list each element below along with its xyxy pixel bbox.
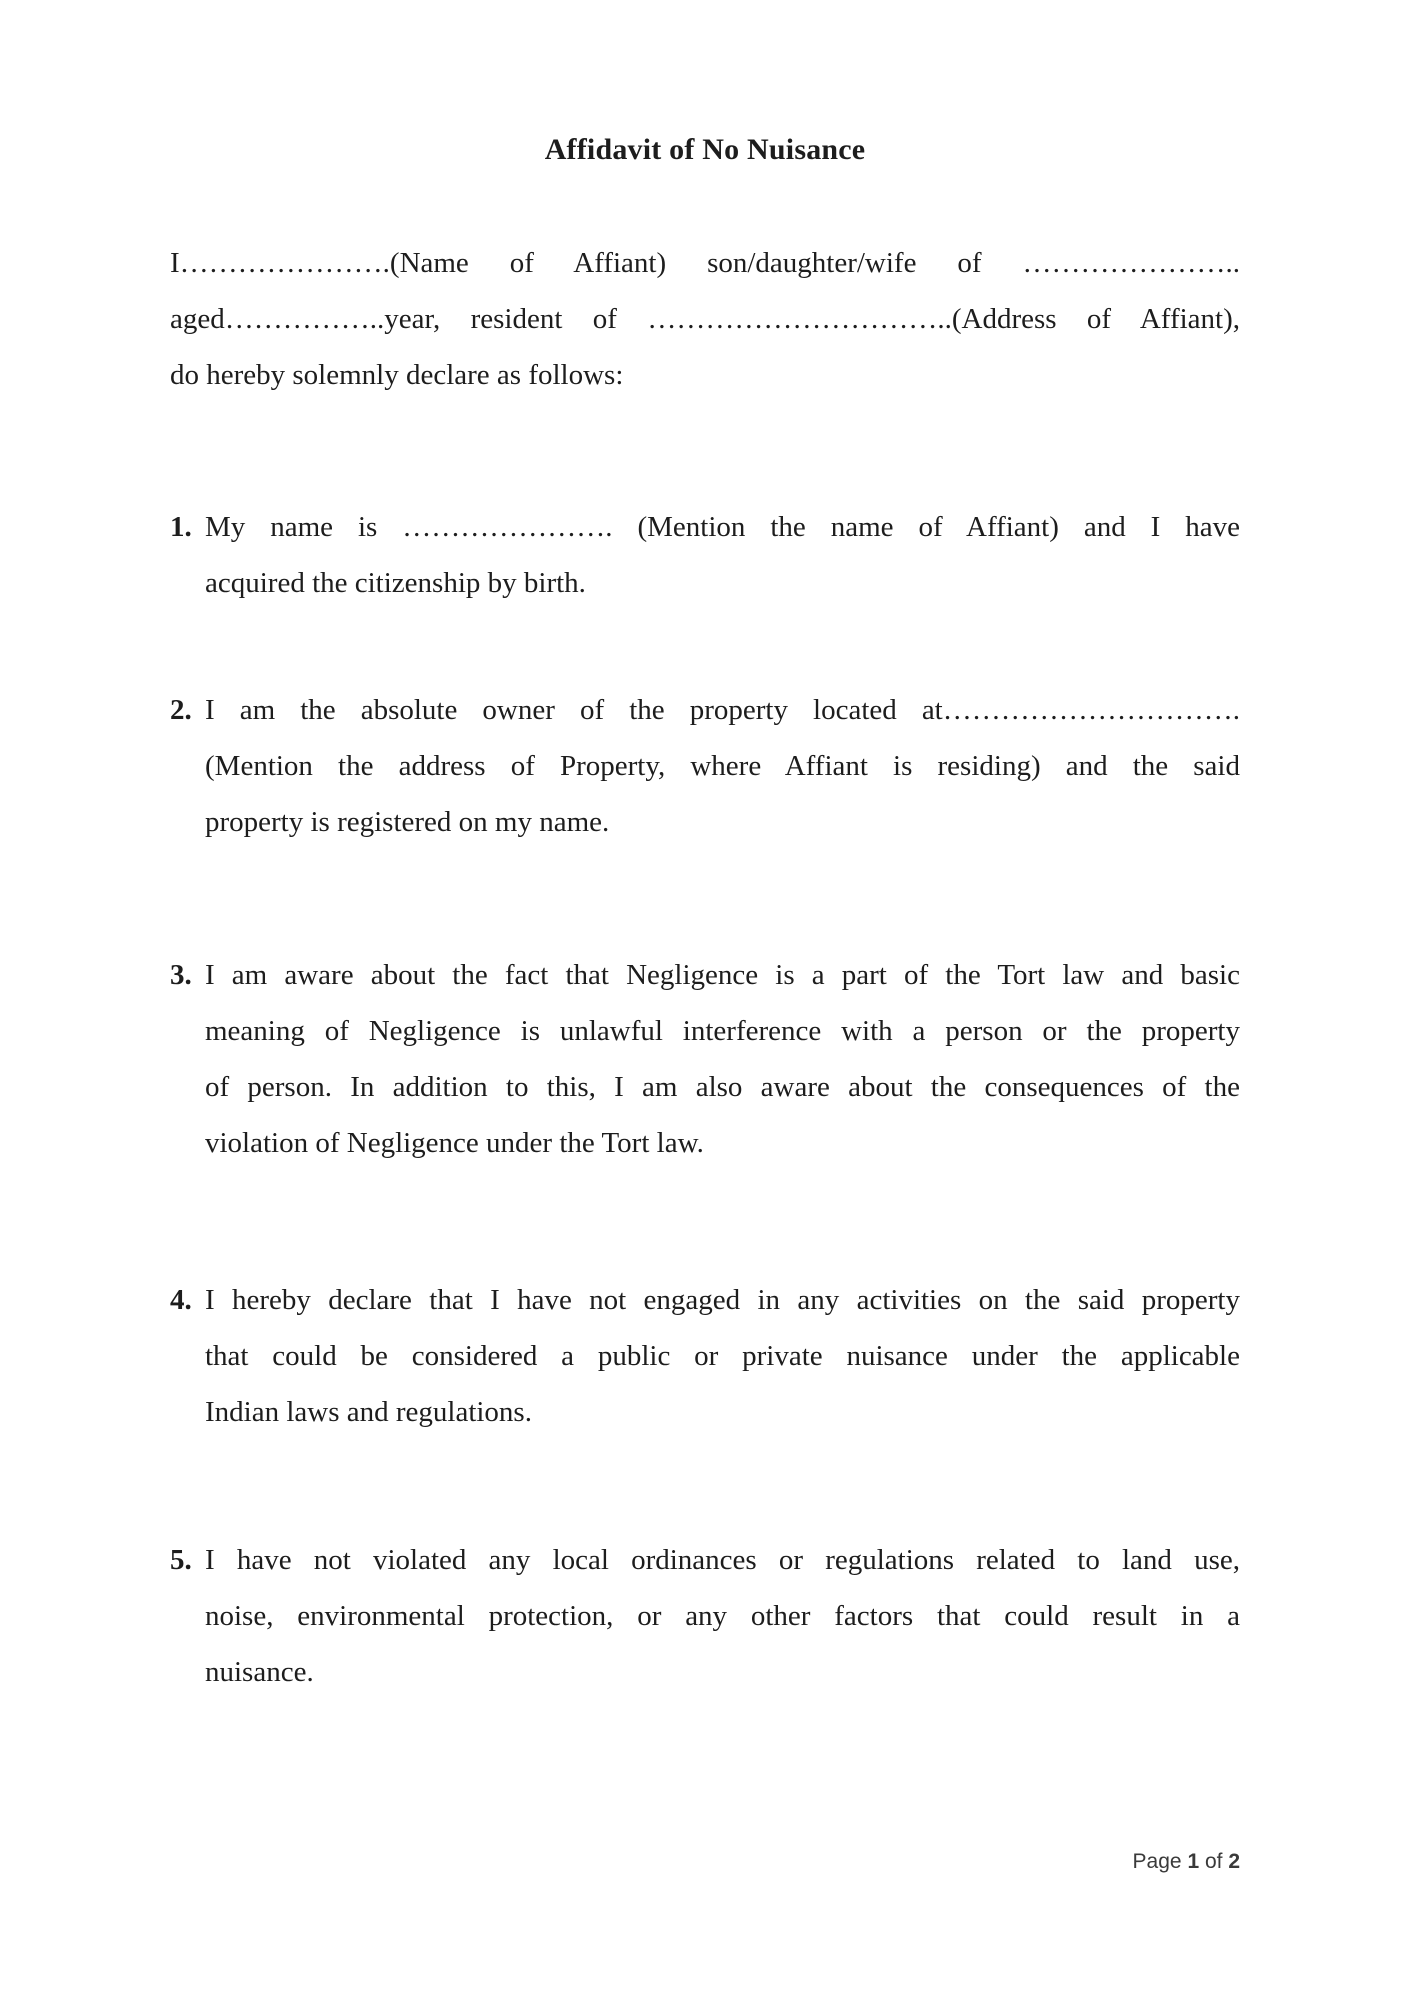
item-2-line-1: I am the absolute owner of the property located at…………………………. [205,694,1240,726]
affidavit-item-2 [170,682,1240,850]
item-number-3: 3. [170,959,192,991]
footer-label-page: Page [1132,1850,1188,1873]
item-4-line-1: I hereby declare that I have not engaged in any activities on the said property [205,1284,1240,1316]
item-3-line-3: of person. In addition to this, I am also aware about the consequences of the [205,1071,1240,1103]
item-3-line-4: violation of Negligence under the Tort law. [205,1127,704,1159]
footer-label-of: of [1199,1850,1229,1873]
item-2-line-2: (Mention the address of Property, where Affiant is residing) and the said [205,750,1240,782]
item-4-line-2: that could be considered a public or private nuisance under the applicable [205,1340,1240,1372]
item-5-line-3: nuisance. [205,1656,314,1688]
affidavit-item-5 [170,1532,1240,1700]
footer-page-current: 1 [1187,1850,1200,1873]
item-5-line-1: I have not violated any local ordinances or regulations related to land use, [205,1544,1240,1576]
affidavit-item-4 [170,1272,1240,1440]
document-title: Affidavit of No Nuisance [544,133,866,166]
item-number-1: 1. [170,511,192,543]
intro-paragraph [170,235,1240,403]
item-1-line-2: acquired the citizenship by birth. [205,567,586,599]
footer-page-total: 2 [1228,1850,1240,1873]
item-3-line-2: meaning of Negligence is unlawful interference with a person or the property [205,1015,1240,1047]
intro-line-3: do hereby solemnly declare as follows: [170,359,624,391]
item-1-line-1: My name is …………………. (Mention the name of Affiant) and I have [205,511,1240,543]
page-footer [170,1850,1240,1874]
item-3-line-1: I am aware about the fact that Negligence is a part of the Tort law and basic [205,959,1240,991]
item-4-line-3: Indian laws and regulations. [205,1396,532,1428]
item-number-4: 4. [170,1284,192,1316]
intro-line-1: I………………….(Name of Affiant) son/daughter/wife of ………………….. [170,247,1240,279]
affidavit-item-3 [170,947,1240,1171]
item-number-5: 5. [170,1544,192,1576]
item-2-line-3: property is registered on my name. [205,806,610,838]
item-number-2: 2. [170,694,192,726]
affidavit-item-1 [170,499,1240,611]
item-5-line-2: noise, environmental protection, or any other factors that could result in a [205,1600,1240,1632]
intro-line-2: aged……………..year, resident of …………………………..(Address of Affiant), [170,303,1240,335]
